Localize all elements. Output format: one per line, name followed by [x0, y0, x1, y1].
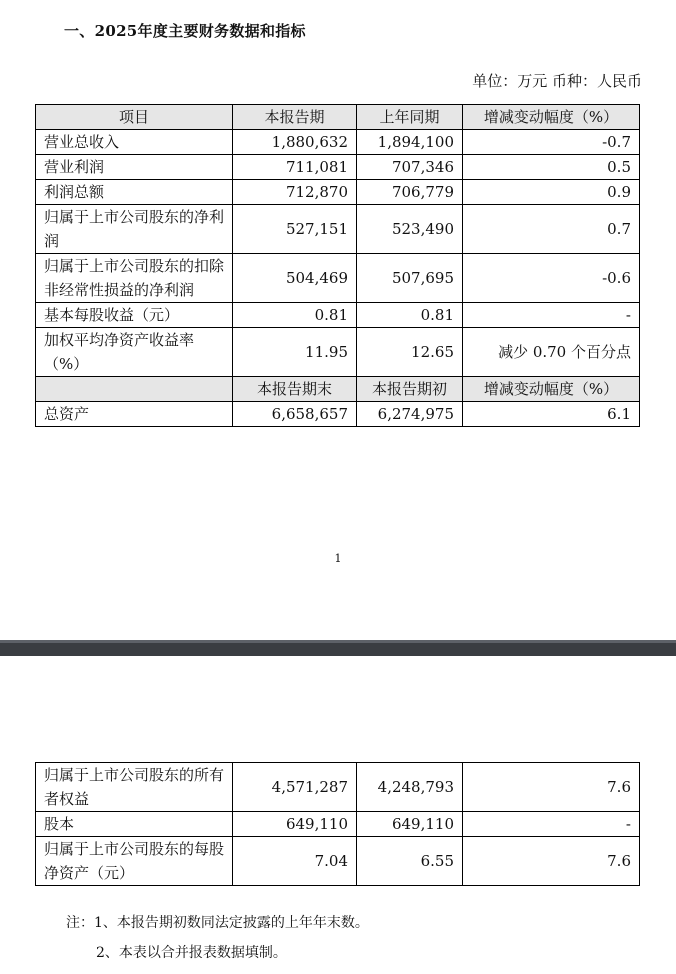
row-item: 归属于上市公司股东的扣除非经常性损益的净利润 — [36, 254, 233, 303]
row-item: 归属于上市公司股东的净利润 — [36, 205, 233, 254]
table-row — [36, 254, 640, 303]
table-row — [36, 205, 640, 254]
row-item: 总资产 — [36, 402, 233, 427]
table-header-row — [36, 105, 640, 130]
column-header: 增减变动幅度（%） — [463, 377, 640, 402]
row-item: 利润总额 — [36, 180, 233, 205]
change-value: - — [463, 303, 640, 328]
table-row — [36, 763, 640, 812]
change-value: - — [463, 812, 640, 837]
current-value: 4,571,287 — [233, 763, 357, 812]
row-item: 归属于上市公司股东的所有者权益 — [36, 763, 233, 812]
column-header: 增减变动幅度（%） — [463, 105, 640, 130]
table-row — [36, 303, 640, 328]
page-number: 1 — [334, 552, 342, 565]
unit-currency-label: 单位：万元 币种：人民币 — [472, 72, 642, 90]
column-header: 本报告期末 — [233, 377, 357, 402]
financial-data-table — [35, 104, 640, 427]
column-header — [36, 377, 233, 402]
note-2: 2、本表以合并报表数据填制。 — [96, 945, 287, 961]
row-item: 股本 — [36, 812, 233, 837]
current-value: 712,870 — [233, 180, 357, 205]
prior-value: 507,695 — [357, 254, 463, 303]
prior-value: 523,490 — [357, 205, 463, 254]
column-header: 上年同期 — [357, 105, 463, 130]
note-1: 注：1、本报告期初数同法定披露的上年年末数。 — [66, 915, 369, 931]
current-value: 527,151 — [233, 205, 357, 254]
table-row — [36, 402, 640, 427]
prior-value: 649,110 — [357, 812, 463, 837]
column-header: 本报告期初 — [357, 377, 463, 402]
row-item: 基本每股收益（元） — [36, 303, 233, 328]
current-value: 649,110 — [233, 812, 357, 837]
prior-value: 12.65 — [357, 328, 463, 377]
section-title: 一、2025年度主要财务数据和指标 — [64, 22, 306, 40]
table-notes — [66, 908, 369, 968]
row-item: 归属于上市公司股东的每股净资产（元） — [36, 837, 233, 886]
table-subheader-row — [36, 377, 640, 402]
table-row — [36, 328, 640, 377]
column-header: 本报告期 — [233, 105, 357, 130]
change-value: 0.9 — [463, 180, 640, 205]
column-header: 项目 — [36, 105, 233, 130]
change-value: 0.7 — [463, 205, 640, 254]
current-value: 0.81 — [233, 303, 357, 328]
change-value: 7.6 — [463, 763, 640, 812]
financial-data-table-continued — [35, 762, 640, 886]
change-value: 6.1 — [463, 402, 640, 427]
current-value: 6,658,657 — [233, 402, 357, 427]
row-item: 营业利润 — [36, 155, 233, 180]
change-value: 0.5 — [463, 155, 640, 180]
page-separator — [0, 640, 676, 656]
prior-value: 4,248,793 — [357, 763, 463, 812]
change-value: -0.6 — [463, 254, 640, 303]
table-row — [36, 130, 640, 155]
prior-value: 706,779 — [357, 180, 463, 205]
current-value: 711,081 — [233, 155, 357, 180]
change-value: 减少 0.70 个百分点 — [463, 328, 640, 377]
prior-value: 707,346 — [357, 155, 463, 180]
prior-value: 0.81 — [357, 303, 463, 328]
prior-value: 1,894,100 — [357, 130, 463, 155]
current-value: 11.95 — [233, 328, 357, 377]
table-row — [36, 837, 640, 886]
current-value: 7.04 — [233, 837, 357, 886]
row-item: 营业总收入 — [36, 130, 233, 155]
change-value: 7.6 — [463, 837, 640, 886]
row-item: 加权平均净资产收益率（%） — [36, 328, 233, 377]
table-row — [36, 155, 640, 180]
table-row — [36, 180, 640, 205]
current-value: 1,880,632 — [233, 130, 357, 155]
change-value: -0.7 — [463, 130, 640, 155]
prior-value: 6.55 — [357, 837, 463, 886]
prior-value: 6,274,975 — [357, 402, 463, 427]
table-row — [36, 812, 640, 837]
current-value: 504,469 — [233, 254, 357, 303]
